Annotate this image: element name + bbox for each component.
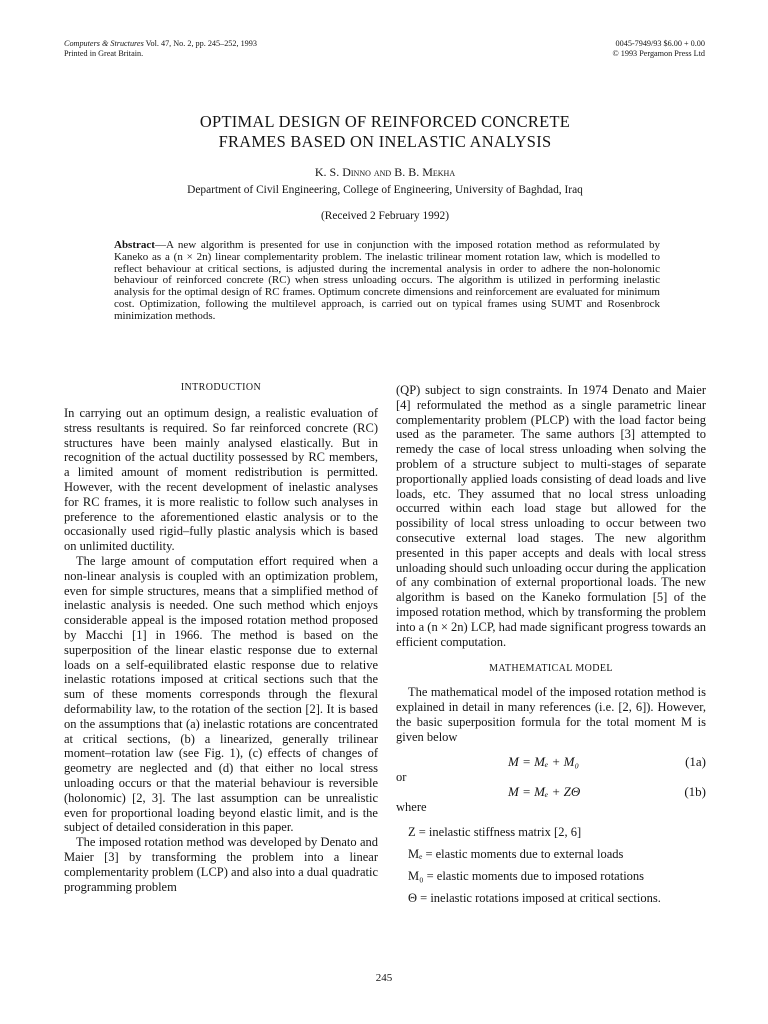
- title-line-1: OPTIMAL DESIGN OF REINFORCED CONCRETE: [199, 112, 571, 131]
- page-number: 245: [375, 972, 393, 984]
- journal-name: Computers & Structures: [64, 39, 144, 48]
- intro-heading: INTRODUCTION: [180, 382, 262, 393]
- journal-citation: Vol. 47, No. 2, pp. 245–252, 1993: [145, 39, 257, 48]
- intro-paragraph-2: The large amount of computation effort required when a non-linear analysis is coupled with an optimization problem, even for simple structures, means that a simplified method of inelastic analysis is needed. One such method which enjoys considerable appeal is the imposed rotation method proposed by Macchi [1] in 1966. The method is based on the superposition of the linear elastic response due to external loads on a self-equilibrated elastic response due to relative inelastic rotations imposed at critical sections such that the sum of these moments corresponds through the flexural deformability law, to the rotation of the section [2]. It is based on the assumptions that (a) inelastic rotations are concentrated at critical sections, (b) a linearized, generally trilinear moment–rotation law (see Fig. 1), (c) effects of changes of geometry are neglected and (d) that either no local stress unloading occurs or that the material behaviour is reversible (holonomic) [2, 3]. The last assumption can be unrealistic even for proportional loading beyond elastic limit, and is the subject of detailed consideration in this paper.: [64, 553, 378, 835]
- intro-paragraph-1: In carrying out an optimum design, a realistic evaluation of stress resultants is required. So far reinforced concrete (RC) structures have been mainly analysed elastically. But in recognition of the actual ductility possessed by RC members, a limited amount of moment redistribution is permitted. However, with the recent development of inelastic analyses for RC frames, it is more realistic to follow such analyses in preference to the aforementioned elastic analysis or to the occasionally used rigid–fully plastic analysis which is based on unlimited ductility.: [64, 406, 378, 554]
- math-heading: MATHEMATICAL MODEL: [489, 663, 613, 675]
- publisher-header: [560, 39, 705, 59]
- definition-m0: M₀ = elastic moments due to imposed rotations: [408, 869, 645, 884]
- left-column: [64, 406, 378, 894]
- definition-theta: Θ = inelastic rotations imposed at critical sections.: [408, 891, 661, 906]
- paper-title: [60, 112, 710, 152]
- price-code: 0045-7949/93 $6.00 + 0.00: [615, 39, 705, 48]
- equation-1b: [396, 784, 706, 810]
- printed-line: Printed in Great Britain.: [64, 49, 144, 58]
- math-paragraph-1: The mathematical model of the imposed rotation method is explained in detail in many references (i.e. [2, 6]). However, the basic superposition formula for the total moment M is given below: [396, 685, 706, 744]
- equation-1a: [396, 754, 706, 784]
- abstract-text: —A new algorithm is presented for use in conjunction with the imposed rotation method as reformulated by Kaneko as a (n × 2n) linear complementarity problem. The inelastic trilinear moment rotation law, which is modelled to reflect behaviour at critical sections, is adjusted during the incremental analysis in order to adhere the non-holonomic behaviour of reinforced concrete (RC) when stress unloading occurs. The algorithm is utilized in performing inelastic analysis for the optimal design of RC frames. Optimum concrete dimensions and reinforcement are evaluated for minimum cost. Optimization, following the multilevel approach, is carried out on typical frames using SUMT and Rosenbrock minimization methods.: [114, 239, 660, 322]
- journal-header: [64, 39, 257, 59]
- abstract: [114, 240, 660, 323]
- copyright-line: © 1993 Pergamon Press Ltd: [612, 49, 705, 58]
- equation-1a-number: (1a): [685, 753, 706, 769]
- definitions-list: [396, 821, 706, 909]
- received-date: (Received 2 February 1992): [320, 210, 450, 222]
- equation-1b-number: (1b): [684, 784, 706, 800]
- equation-1b-body: M = Mₑ + ZΘ: [508, 784, 581, 800]
- definition-z: Z = inelastic stiffness matrix [2, 6]: [408, 825, 582, 840]
- where-text: where: [396, 800, 427, 815]
- authors: K. S. Dinno and B. B. Mekha: [314, 165, 456, 179]
- equation-1a-body: M = Mₑ + M₀: [508, 753, 579, 769]
- intro-paragraph-3: The imposed rotation method was developed by Denato and Maier [3] by transforming the problem into a linear complementarity problem (LCP) and also into a dual quadratic programming problem: [64, 835, 378, 894]
- right-paragraph-1: (QP) subject to sign constraints. In 1974 Denato and Maier [4] reformulated the method as a single parametric linear complementarity problem (PLCP) with the load factor being used as the parameter. The same authors [3] attempted to remedy the case of local stress unloading when solving the problem of a structure subject to multi-stages of separate proportionally applied loads consisting of dead loads and live loads, etc. They assumed that no local stress unloading occurred within each load stage but allowed for the possibility of local stress unloading to occur between two consecutive external load stages. The new algorithm presented in this paper accepts and deals with local stress unloading should such unloading occur during the application of any combination of external proportional loads. The new algorithm is based on the Kaneko formulation [5] of the imposed rotation method, which by transforming the problem into a (n × 2n) LCP, had made significant progress towards an efficient computation.: [396, 383, 706, 649]
- abstract-label: Abstract: [114, 239, 155, 251]
- title-line-2: FRAMES BASED ON INELASTIC ANALYSIS: [218, 132, 552, 151]
- or-text: or: [396, 769, 407, 784]
- definition-me: Mₑ = elastic moments due to external loads: [408, 847, 624, 862]
- affiliation: Department of Civil Engineering, College of Engineering, University of Baghdad, Iraq: [187, 184, 583, 196]
- right-column: [396, 383, 706, 909]
